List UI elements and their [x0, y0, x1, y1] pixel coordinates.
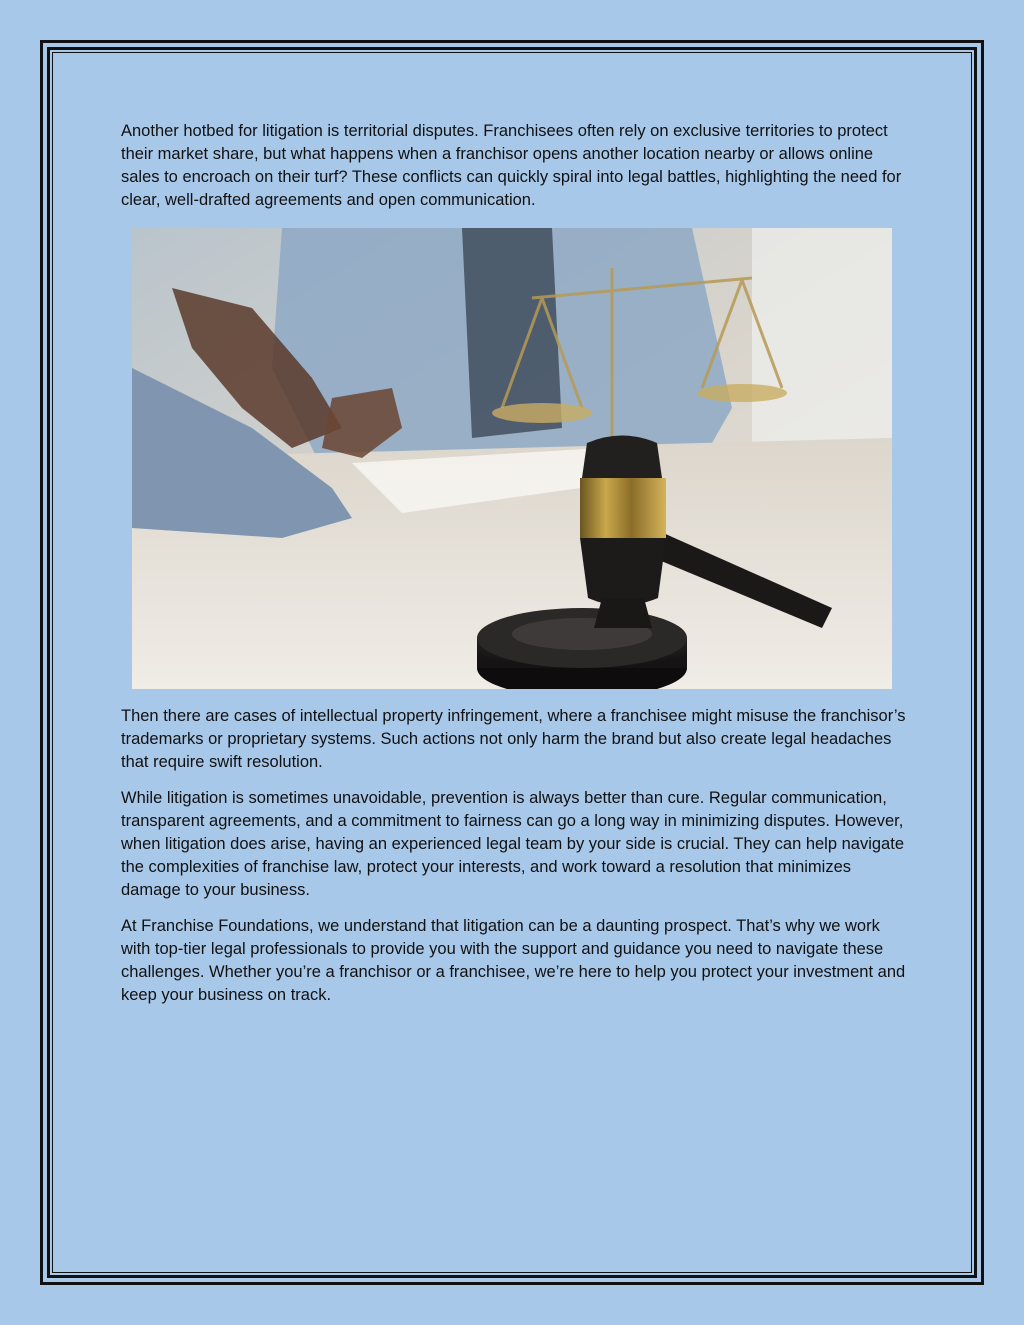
document-body: [121, 120, 911, 1007]
paragraph-territorial-disputes: Another hotbed for litigation is territorial disputes. Franchisees often rely on exclusive territories to protect their market share, but what happens when a franchisor opens another location nearby or allows online sales to encroach on their turf? These conflicts can quickly spiral into legal battles, highlighting the need for clear, well-drafted agreements and open communication.: [121, 122, 902, 209]
paragraph-prevention: While litigation is sometimes unavoidable, prevention is always better than cure. Regular communication, transparent agreements, and a commitment to fairness can go a long way in minimizing disputes. However, when litigation does arise, having an experienced legal team by your side is crucial. They can help navigate the complexities of franchise law, protect your interests, and work toward a resolution that minimizes damage to your business.: [121, 789, 904, 899]
gavel-photo: [132, 228, 892, 689]
paragraph-franchise-foundations: At Franchise Foundations, we understand that litigation can be a daunting prospect. That’s why we work with top-tier legal professionals to provide you with the support and guidance you need to navigate these challenges. Whether you’re a franchisor or a franchisee, we’re here to help you protect your investment and keep your business on track.: [121, 917, 906, 1004]
paragraph-intellectual-property: Then there are cases of intellectual property infringement, where a franchisee might misuse the franchisor’s trademarks or proprietary systems. Such actions not only harm the brand but also create legal headaches that require swift resolution.: [121, 707, 906, 771]
